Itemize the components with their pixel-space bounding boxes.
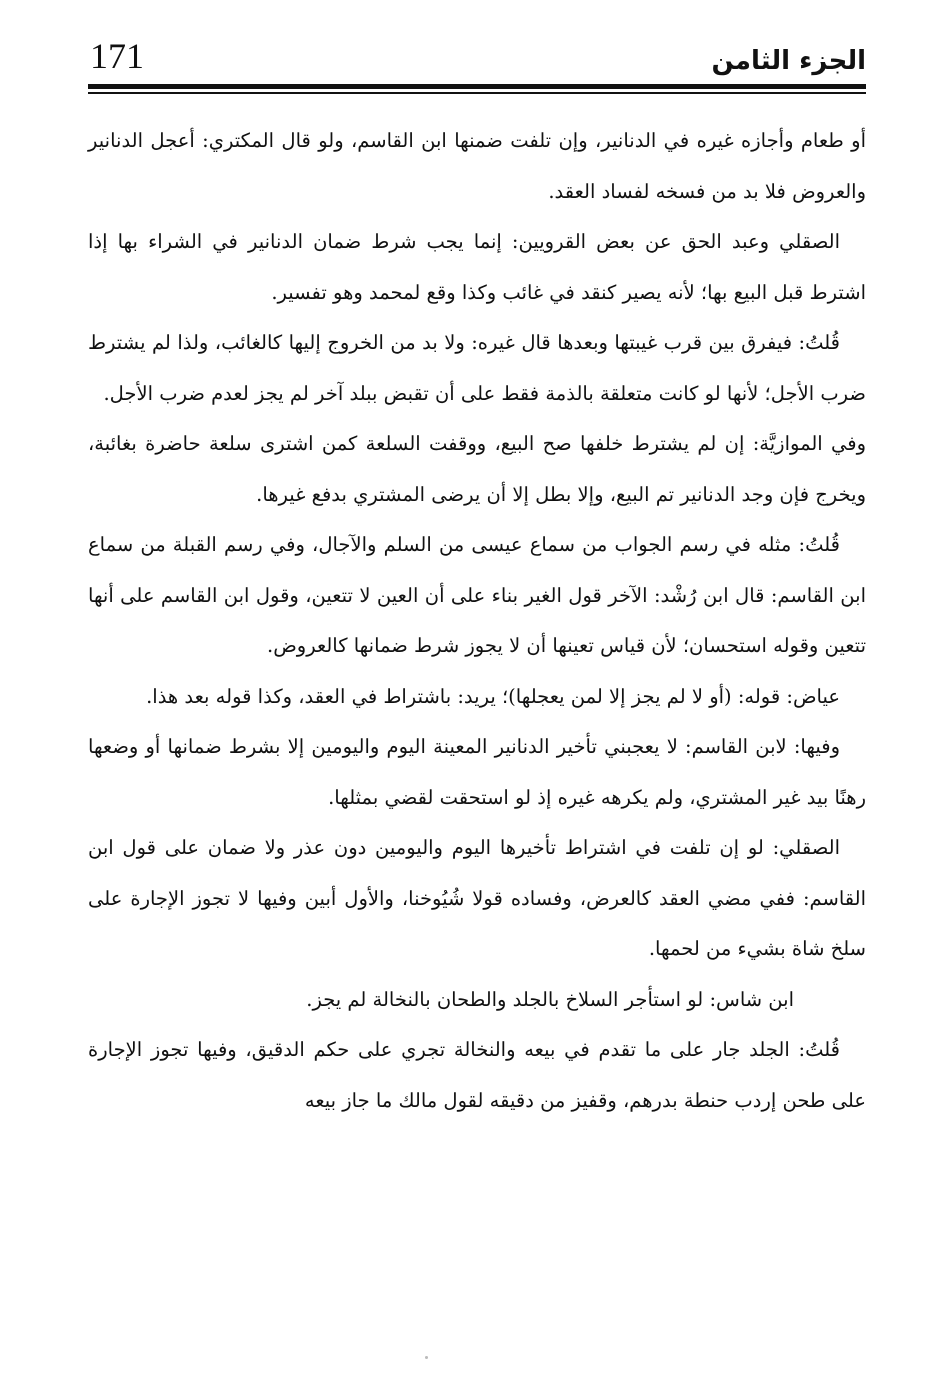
paragraph-8: الصقلي: لو إن تلفت في اشتراط تأخيرها اليوم واليومين دون عذر ولا ضمان على قول ابن القاسم: ففي مضي العقد كالعرض، وفساده قولا شُيُوخنا، والأول أبين وفيها لا تجوز الإجارة على سلخ شاة بشيء من لحمها. (88, 836, 866, 960)
paragraph-2: الصقلي وعبد الحق عن بعض القرويين: إنما يجب شرط ضمان الدنانير في الشراء بها إذا اشترط قبل البيع بها؛ لأنه يصير كنقد في غائب وكذا وقع لمحمد وهو تفسير. (88, 230, 866, 304)
paragraph-9: ابن شاس: لو استأجر السلاخ بالجلد والطحان بالنخالة لم يجز. (306, 987, 794, 1011)
scan-speck (425, 1356, 428, 1359)
running-head: الجزء الثامن (711, 46, 866, 76)
paragraph-7: وفيها: لابن القاسم: لا يعجبني تأخير الدنانير المعينة اليوم واليومين إلا بشرط ضمانها أو وضعها رهنًا بيد غير المشتري، ولم يكرهه غيره إذ لو استحقت لقضي بمثلها. (88, 735, 866, 809)
page-header (88, 30, 866, 82)
paragraph-1: أو طعام وأجازه غيره في الدنانير، وإن تلفت ضمنها ابن القاسم، ولو قال المكتري: أعجل الدنانير والعروض فلا بد من فسخه لفساد العقد. (88, 129, 866, 203)
paragraph-10: قُلتُ: الجلد جار على ما تقدم في بيعه والنخالة تجري على حكم الدقيق، وفيها تجوز الإجارة على طحن إردب حنطة بدرهم، وقفيز من دقيقه لقول مالك ما جاز بيعه (88, 1038, 866, 1112)
paragraph-6: عياض: قوله: (أو لا لم يجز إلا لمن يعجلها)؛ يريد: باشتراط في العقد، وكذا قوله بعد هذا. (146, 684, 840, 708)
header-rule-thick (88, 84, 866, 89)
paragraph-4: وفي الموازيَّة: إن لم يشترط خلفها صح البيع، ووقفت السلعة كمن اشترى سلعة حاضرة بغائبة، ويخرج فإن وجد الدنانير تم البيع، وإلا بطل إلا أن يرضى المشتري بدفع غيرها. (88, 432, 866, 506)
body-text (88, 116, 866, 1126)
paragraph-3: قُلتُ: فيفرق بين قرب غيبتها وبعدها قال غيره: ولا بد من الخروج إليها كالغائب، ولذا لم يشترط ضرب الأجل؛ لأنها لو كانت متعلقة بالذمة فقط على أن تقبض ببلد آخر لم يجز لعدم ضرب الأجل. (88, 331, 866, 405)
paragraph-5: قُلتُ: مثله في رسم الجواب من سماع عيسى من السلم والآجال، وفي رسم القبلة من سماع ابن القاسم: قال ابن رُشْد: الآخر قول الغير بناء على أن العين لا تتعين، وقول ابن القاسم على أنها تتعين وقوله استحسان؛ لأن قياس تعينها أن لا يجوز شرط ضمانها كالعروض. (88, 533, 866, 657)
page-number: 171 (90, 36, 144, 76)
header-rule-thin (88, 92, 866, 94)
